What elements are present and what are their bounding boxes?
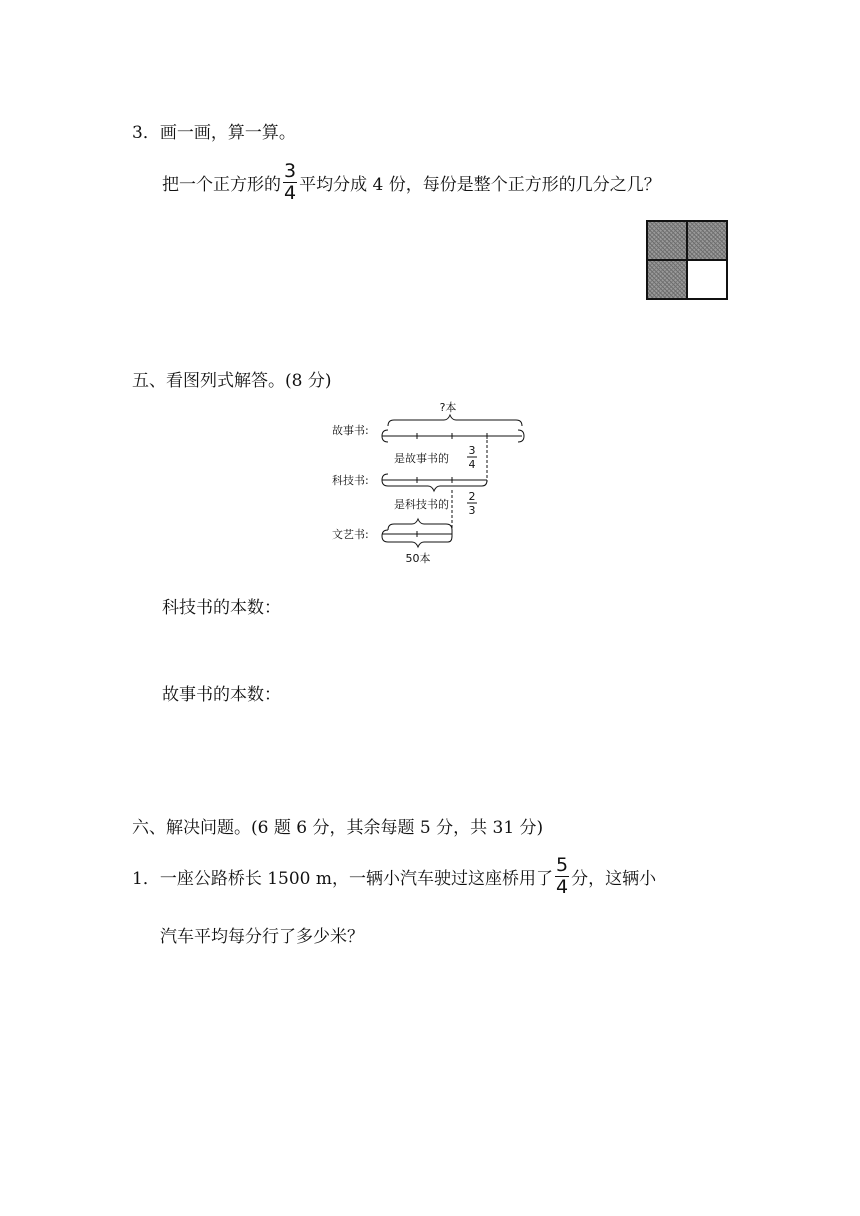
section6-q1-frac-den: 4 [556, 876, 569, 898]
diagram-mid1-text: 是故事书的 [394, 452, 449, 465]
diagram-mid2-num: 2 [468, 490, 476, 503]
book-diagram [328, 396, 528, 568]
diagram-mid1-den: 4 [468, 458, 476, 471]
section6-q1-frac-num: 5 [556, 854, 569, 876]
section6-title: 六、解决问题。(6 题 6 分，其余每题 5 分，共 31 分) [132, 818, 544, 838]
diagram-top-brace [388, 415, 522, 426]
q3-frac-den: 4 [284, 182, 297, 204]
q3-heading: 3．画一画，算一算。 [132, 123, 296, 143]
section6-q1-after: 分，这辆小 [571, 869, 657, 889]
diagram-mid2-text: 是科技书的 [394, 498, 449, 511]
answer-story-books-label: 故事书的本数： [162, 685, 281, 705]
q3-frac-num: 3 [284, 160, 297, 182]
diagram-row2-label: 科技书: [332, 474, 369, 487]
q3-text-after: 平均分成 4 份，每份是整个正方形的几分之几？ [299, 175, 661, 195]
square-grid [646, 220, 728, 300]
square-cell-blank [687, 260, 727, 299]
diagram-top-label: ?本 [439, 401, 457, 414]
diagram-row3-bracket [382, 530, 388, 542]
section6-q1-fraction [555, 856, 569, 897]
diagram-row3-top-brace [388, 519, 452, 530]
section6-q1-before: 1．一座公路桥长 1500 m，一辆小汽车驶过这座桥用了 [132, 869, 554, 889]
diagram-row1-label: 故事书: [332, 424, 369, 437]
section6-q1-line1 [132, 856, 656, 897]
diagram-row3-label: 文艺书: [332, 528, 369, 541]
diagram-mid1-num: 3 [468, 444, 476, 457]
diagram-mid2-den: 3 [468, 504, 476, 517]
answer-tech-books-label: 科技书的本数： [162, 598, 281, 618]
section6-q1-line2: 汽车平均每分行了多少米？ [160, 927, 364, 947]
square-cell-shaded [687, 221, 727, 260]
q3-fraction [283, 162, 297, 203]
diagram-row3-bottom-brace [388, 536, 452, 547]
section5-title: 五、看图列式解答。(8 分) [132, 371, 332, 391]
q3-text-before: 把一个正方形的 [162, 175, 281, 195]
square-cell-shaded [647, 221, 687, 260]
square-cell-shaded [647, 260, 687, 299]
diagram-bottom-label: 50本 [405, 552, 431, 565]
q3-text [162, 162, 661, 203]
